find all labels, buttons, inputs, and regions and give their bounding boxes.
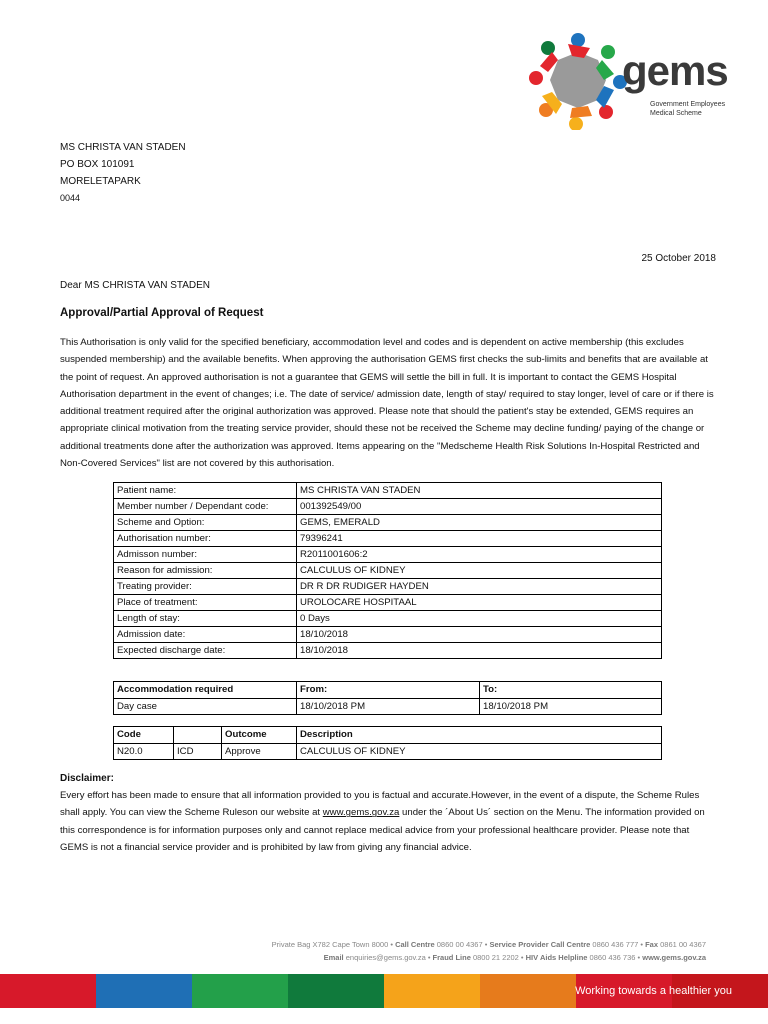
detail-value: 0 Days — [297, 611, 662, 627]
color-band — [288, 974, 384, 1008]
detail-value: GEMS, EMERALD — [297, 515, 662, 531]
logo-subtitle: Government Employees Medical Scheme — [650, 101, 726, 117]
footer-contact-line-1: Private Bag X782 Cape Town 8000 • Call Centre 0860 00 4367 • Service Provider Call Centre 0860 436 777 • Fax 0861 00 4367 — [271, 940, 706, 949]
disclaimer-title: Disclaimer: — [60, 773, 114, 784]
detail-value: 79396241 — [297, 531, 662, 547]
table-cell: 18/10/2018 PM — [480, 699, 662, 715]
letter-heading: Approval/Partial Approval of Request — [60, 307, 264, 319]
codes-table — [113, 726, 662, 760]
column-header: Code — [114, 727, 174, 744]
table-cell: 18/10/2018 PM — [297, 699, 480, 715]
address-line: 0044 — [60, 193, 81, 203]
detail-value: UROLOCARE HOSPITAAL — [297, 595, 662, 611]
detail-value: 001392549/00 — [297, 499, 662, 515]
gems-emblem-icon — [528, 30, 628, 130]
detail-label: Authorisation number: — [114, 531, 297, 547]
table-row — [114, 595, 662, 611]
table-row — [114, 699, 662, 715]
detail-label: Scheme and Option: — [114, 515, 297, 531]
color-band — [96, 974, 192, 1008]
table-row — [114, 499, 662, 515]
column-header: Description — [297, 727, 662, 744]
detail-label: Member number / Dependant code: — [114, 499, 297, 515]
color-band — [192, 974, 288, 1008]
detail-value: 18/10/2018 — [297, 627, 662, 643]
table-row — [114, 563, 662, 579]
recipient-address — [60, 139, 186, 207]
column-header: To: — [480, 682, 662, 699]
table-header-row — [114, 727, 662, 744]
salutation: Dear MS CHRISTA VAN STADEN — [60, 280, 211, 291]
detail-label: Admisson number: — [114, 547, 297, 563]
detail-label: Length of stay: — [114, 611, 297, 627]
detail-value: 18/10/2018 — [297, 643, 662, 659]
detail-label: Treating provider: — [114, 579, 297, 595]
table-cell: N20.0 — [114, 744, 174, 760]
footer-contact-line-2: Email enquiries@gems.gov.za • Fraud Line 0800 21 2202 • HIV Aids Helpline 0860 436 736 • www.gems.gov.za — [323, 953, 706, 962]
detail-label: Admission date: — [114, 627, 297, 643]
color-band — [384, 974, 480, 1008]
logo-wordmark: gems — [622, 47, 728, 94]
detail-label: Place of treatment: — [114, 595, 297, 611]
letter-date: 25 October 2018 — [641, 253, 716, 264]
color-band — [0, 974, 96, 1008]
website-link[interactable]: www.gems.gov.za — [322, 807, 400, 819]
address-line: MORELETAPARK — [60, 176, 141, 187]
table-row — [114, 547, 662, 563]
accommodation-table — [113, 681, 662, 715]
table-row — [114, 579, 662, 595]
table-cell: Approve — [222, 744, 297, 760]
detail-value: R2011001606:2 — [297, 547, 662, 563]
table-row — [114, 643, 662, 659]
detail-label: Patient name: — [114, 483, 297, 499]
address-line: PO BOX 101091 — [60, 159, 135, 170]
detail-value: DR R DR RUDIGER HAYDEN — [297, 579, 662, 595]
table-cell: ICD — [174, 744, 222, 760]
table-row — [114, 627, 662, 643]
disclaimer-text: Every effort has been made to ensure that all information provided to you is factual and accurate.However, in the event of a dispute, the Scheme Rules shall apply. You can view the Scheme Ruleson our website at www.gems.gov.za under the ´About Us´ section on the Menu. The information provided on this correspondence is for information purposes only and cannot replace medical advice from your professional healthcare provider. Please note that GEMS is not a financial service provider and is prohibited by law from giving any financial advice. — [60, 790, 705, 853]
address-line: MS CHRISTA VAN STADEN — [60, 142, 186, 153]
detail-label: Expected discharge date: — [114, 643, 297, 659]
table-cell: CALCULUS OF KIDNEY — [297, 744, 662, 760]
column-header: From: — [297, 682, 480, 699]
table-row — [114, 515, 662, 531]
table-row — [114, 483, 662, 499]
authorisation-details-table — [113, 482, 662, 659]
table-row — [114, 531, 662, 547]
column-header: Outcome — [222, 727, 297, 744]
table-row — [114, 744, 662, 760]
color-band — [480, 974, 576, 1008]
detail-value: CALCULUS OF KIDNEY — [297, 563, 662, 579]
table-row — [114, 611, 662, 627]
column-header: Accommodation required — [114, 682, 297, 699]
detail-value: MS CHRISTA VAN STADEN — [297, 483, 662, 499]
tagline: Working towards a healthier you — [575, 985, 732, 997]
detail-label: Reason for admission: — [114, 563, 297, 579]
column-header — [174, 727, 222, 744]
table-header-row — [114, 682, 662, 699]
table-cell: Day case — [114, 699, 297, 715]
body-paragraph: This Authorisation is only valid for the specified beneficiary, accommodation level and codes and is dependent on active membership (this excludes suspended membership) and the available benefits. When approving the authorisation GEMS first checks the sub-limits and benefits that are available at the point of request. An approved authorisation is not a guarantee that GEMS will settle the bill in full. It is important to contact the GEMS Hospital Authorisation department in the event of changes; i.e. The date of service/ admission date, length of stay/ required to stay longer, level of care or if there is additional treatment required after the original authorization was approved. Please note that should the patient's stay be extended, GEMS requires an appropriate clinical motivation from the treating service provider, should these not be received the Scheme may decline funding/ paying of the change or additional treatments done after the authorization was approved. Items appearing on the "Medscheme Health Risk Solutions In-Hospital Restricted and Non-Covered Services" list are not covered by this authorisation. — [60, 337, 714, 470]
